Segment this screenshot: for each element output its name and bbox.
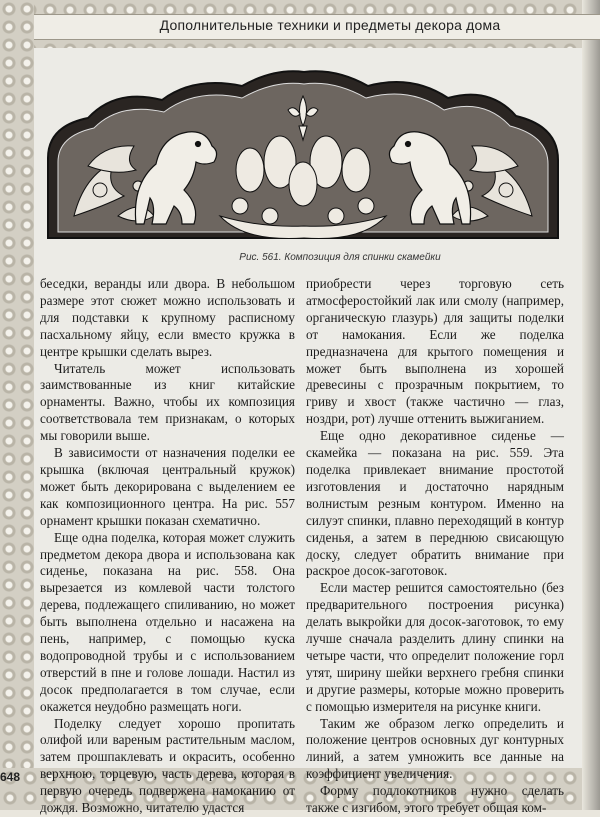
page-edge-shadow	[582, 0, 600, 810]
text-column-left	[40, 276, 295, 817]
figure-caption	[160, 252, 520, 263]
running-header-title: Дополнительные техники и предметы декора дома	[159, 17, 501, 33]
paragraph: В зависимости от назначения поделки ее крышка (включая центральный кружок) может быть декорирована с выделением ее как композиционного центра. На рис. 557 орнамент крышки показан схематично.	[40, 445, 295, 528]
paragraph: Еще одна поделка, которая может служить предметом декора двора и использована как сиденье, показана на рис. 558. Она вырезается из комлевой части толстого дерева, подлежащего спиливанию, но может быть выполнена отдельно и насажена на пень, например, с помощью куска водопроводной трубы и с использованием отверстий в пне и голове лошади. Настил из досок предполагается в том случае, если окажется неудобно размещать ноги.	[40, 529, 295, 714]
paragraph: беседки, веранды или двора. В небольшом размере этот сюжет можно использовать и для подставки к крупному расписному пасхальному яйцу, если вместо кружка в центре крышки сделать вырез.	[40, 276, 295, 359]
paragraph: Форму подлокотников нужно сделать также с изгибом, этого требует общая ком-	[306, 783, 564, 816]
paragraph: Читатель может использовать заимствованные из книг китайские орнаменты. Важно, чтобы их композиция соответствовала тем признакам, о которых мы говорили выше.	[40, 360, 295, 444]
paragraph: Если мастер решится самостоятельно (без предварительного построения рисунка) делать выкройки для досок-заготовок, то ему лучше сначала разделить длину спинки на четыре части, что определит положение горл утят, ширину шейки верхнего гребня спинки и другие размеры, которые можно проверить с помощью измерителя на рисунке книги.	[306, 580, 564, 714]
text-column-right	[306, 276, 564, 817]
paragraph: Поделку следует хорошо пропитать олифой или вареным растительным маслом, затем прошпаклевать и окрасить, особенно верхнюю, торцевую, часть дерева, которая в первую очередь подвержена намоканию от дождя. Возможно, читателю удастся	[40, 715, 295, 816]
figure-caption-text: Композиция для спинки скамейки	[284, 252, 441, 263]
page-number: 648	[0, 770, 21, 784]
paragraph: приобрести через торговую сеть атмосферостойкий лак или смолу (например, органическую глазурь) для защиты поделки от намокания. Если же поделка предназначена для крытого помещения и может быть выполнена из хорошей древесины с прозрачным покрытием, то гриву и хвост (также частично — глаз, ноздри, рот) лучше оттенить выжиганием.	[306, 276, 564, 427]
lace-border-left	[0, 0, 34, 810]
paragraph: Таким же образом легко определить и положение центров основных дуг контурных линий, а затем умножить все данные на коэффициент увеличения.	[306, 715, 564, 782]
carved-bench-back-illustration	[44, 66, 562, 244]
paragraph: Еще одно декоративное сиденье — скамейка — показана на рис. 559. Эта поделка привлекает внимание простотой изготовления и достаточно нарядным волнистым резным контуром. Именно на силуэт спинки, плавно переходящий в контур сиденья, а затем в переднюю свисающую доску, следует обратить внимание при раскрое досок-заготовок.	[306, 428, 564, 579]
figure-caption-label: Рис. 561.	[239, 252, 282, 263]
